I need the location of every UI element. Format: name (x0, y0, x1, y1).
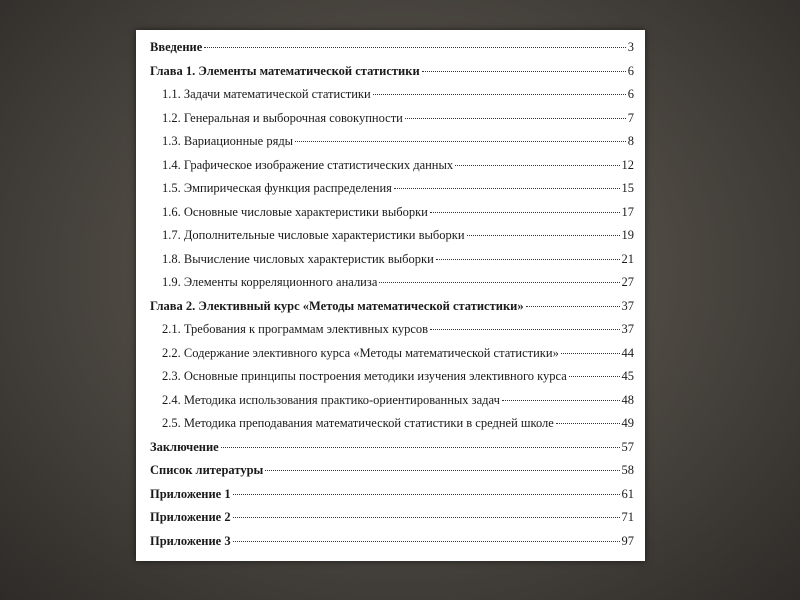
toc-entry-page-number: 8 (627, 134, 634, 148)
toc-entry-title: 1.2. Генеральная и выборочная совокупности (162, 110, 403, 125)
toc-entry[interactable] (150, 534, 634, 558)
toc-entry-page-number: 6 (627, 87, 634, 101)
toc-entry[interactable] (150, 158, 634, 182)
dot-leader (221, 447, 620, 448)
toc-entry[interactable] (150, 252, 634, 276)
toc-entry-title: 1.9. Элементы корреляционного анализа (162, 275, 378, 289)
dot-leader (455, 165, 619, 166)
toc-entry-title: 2.2. Содержание элективного курса «Методы математической статистики» (162, 345, 559, 360)
toc-entry-title: 1.8. Вычисление числовых характеристик выборки (162, 251, 434, 266)
toc-entry-page-number: 58 (621, 463, 634, 477)
toc-entry[interactable] (150, 64, 634, 88)
dot-leader (265, 470, 619, 471)
toc-entry[interactable] (150, 275, 634, 299)
toc-entry[interactable] (150, 299, 634, 323)
dot-leader (204, 47, 625, 48)
toc-entry[interactable] (150, 393, 634, 417)
toc-entry-page-number: 3 (627, 40, 634, 54)
toc-entry-page-number: 6 (627, 63, 634, 78)
toc-entry-title: 2.4. Методика использования практико-ориентированных задач (162, 392, 500, 407)
toc-entry-page-number: 15 (621, 181, 634, 195)
toc-entry[interactable] (150, 487, 634, 511)
toc-entry-title: 2.3. Основные принципы построения методики изучения элективного курса (162, 369, 567, 383)
toc-entry-page-number: 49 (621, 416, 634, 430)
toc-entry-title: Приложение 3 (150, 533, 231, 548)
toc-entry-page-number: 19 (621, 228, 634, 242)
document-page (136, 30, 645, 561)
dot-leader (561, 353, 620, 354)
toc-entry-page-number: 17 (621, 204, 634, 219)
toc-entry[interactable] (150, 111, 634, 135)
dot-leader (379, 282, 619, 283)
toc-entry-title: 1.7. Дополнительные числовые характеристики выборки (162, 228, 465, 242)
toc-entry-title: 1.4. Графическое изображение статистических данных (162, 157, 454, 172)
toc-entry[interactable] (150, 228, 634, 252)
toc-entry-title: Список литературы (150, 463, 264, 477)
dot-leader (373, 94, 626, 95)
dot-leader (502, 400, 620, 401)
toc-entry-page-number: 57 (621, 439, 634, 454)
toc-entry-page-number: 44 (621, 345, 634, 360)
toc-entry-page-number: 37 (621, 298, 634, 313)
toc-entry-title: 1.6. Основные числовые характеристики выборки (162, 204, 428, 219)
dot-leader (233, 494, 620, 495)
toc-entry[interactable] (150, 134, 634, 158)
dot-leader (430, 329, 619, 330)
dot-leader (467, 235, 620, 236)
toc-entry[interactable] (150, 369, 634, 393)
toc-entry[interactable] (150, 416, 634, 440)
dot-leader (233, 517, 620, 518)
dot-leader (405, 118, 626, 119)
toc-entry[interactable] (150, 463, 634, 487)
toc-entry-title: Приложение 1 (150, 486, 231, 501)
toc-entry-title: Глава 1. Элементы математической статистики (150, 63, 420, 78)
toc-entry-title: 2.1. Требования к программам элективных курсов (162, 322, 429, 336)
toc-entry[interactable] (150, 87, 634, 111)
dot-leader (436, 259, 620, 260)
toc-entry-title: 1.5. Эмпирическая функция распределения (162, 181, 392, 195)
toc-entry-title: Введение (150, 40, 203, 54)
toc-entry[interactable] (150, 205, 634, 229)
toc-entry-page-number: 12 (621, 157, 634, 172)
toc-entry-page-number: 45 (621, 369, 634, 383)
toc-entry-page-number: 61 (621, 486, 634, 501)
toc-entry[interactable] (150, 510, 634, 534)
toc-entry-page-number: 7 (627, 110, 634, 125)
toc-entry-title: Заключение (150, 439, 219, 454)
toc-entry-page-number: 37 (621, 322, 634, 336)
toc-entry-title: 1.3. Вариационные ряды (162, 134, 294, 148)
dot-leader (233, 541, 620, 542)
toc-entry-page-number: 71 (621, 510, 634, 524)
dot-leader (556, 423, 620, 424)
dot-leader (526, 306, 620, 307)
toc-entry-page-number: 48 (621, 392, 634, 407)
toc-entry-title: 1.1. Задачи математической статистики (162, 87, 371, 101)
dot-leader (422, 71, 626, 72)
toc-entry[interactable] (150, 346, 634, 370)
toc-entry[interactable] (150, 40, 634, 64)
dot-leader (394, 188, 620, 189)
toc-entry[interactable] (150, 440, 634, 464)
toc-entry-page-number: 21 (621, 251, 634, 266)
toc-entry-title: 2.5. Методика преподавания математической статистики в средней школе (162, 416, 554, 430)
table-of-contents (150, 40, 634, 557)
dot-leader (569, 376, 620, 377)
toc-entry[interactable] (150, 181, 634, 205)
toc-entry-title: Глава 2. Элективный курс «Методы математической статистики» (150, 298, 524, 313)
toc-entry[interactable] (150, 322, 634, 346)
toc-entry-page-number: 97 (621, 533, 634, 548)
dot-leader (295, 141, 626, 142)
toc-entry-title: Приложение 2 (150, 510, 231, 524)
dot-leader (430, 212, 620, 213)
toc-entry-page-number: 27 (621, 275, 634, 289)
